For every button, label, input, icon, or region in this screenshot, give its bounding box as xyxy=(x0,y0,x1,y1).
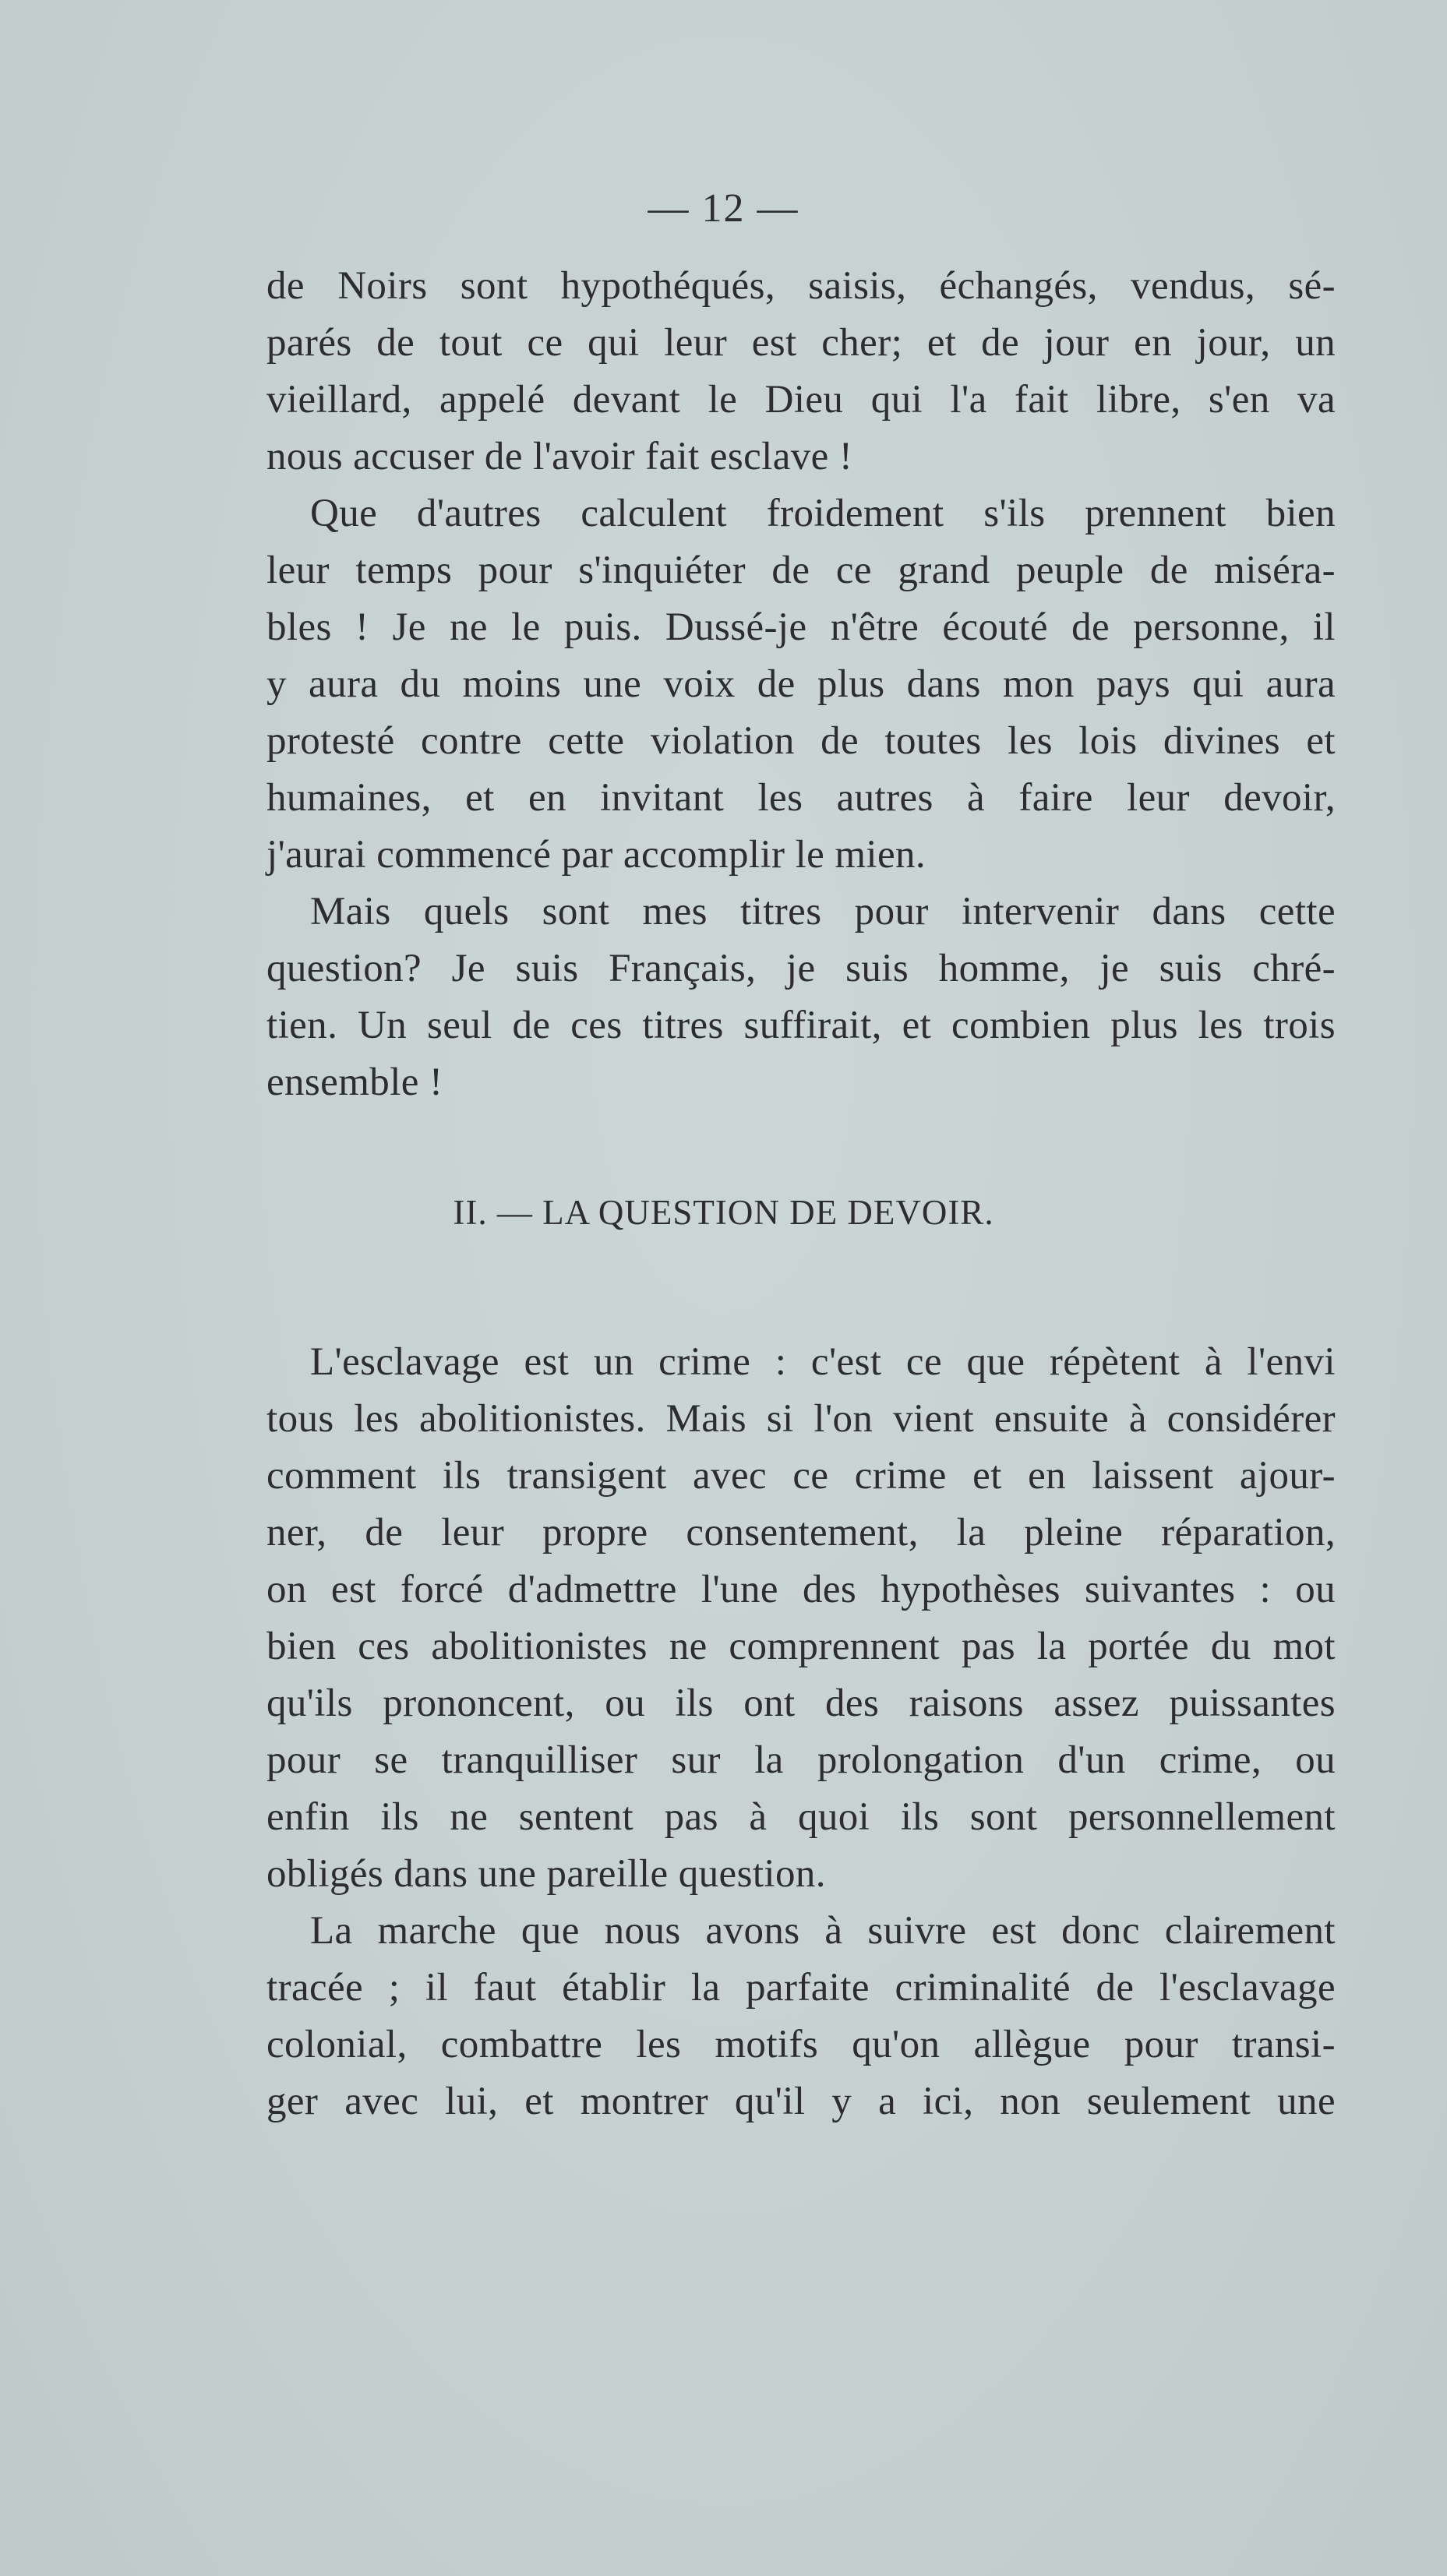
text-line: tracée ; il faut établir la parfaite criminalité de l'esclavage xyxy=(266,1966,1336,2010)
paragraph xyxy=(266,1334,1336,1903)
text-line: nous accuser de l'avoir fait esclave ! xyxy=(266,435,853,478)
text-block-bottom xyxy=(266,1334,1336,2130)
text-line: on est forcé d'admettre l'une des hypothèses suivantes : ou xyxy=(266,1568,1336,1611)
paragraph xyxy=(266,258,1336,485)
text-line: qu'ils prononcent, ou ils ont des raisons assez puissantes xyxy=(266,1681,1336,1725)
text-line: enfin ils ne sentent pas à quoi ils sont personnellement xyxy=(266,1795,1336,1839)
text-line: de Noirs sont hypothéqués, saisis, échangés, vendus, sé- xyxy=(266,264,1336,308)
text-line: humaines, et en invitant les autres à faire leur devoir, xyxy=(266,776,1336,820)
text-line: Mais quels sont mes titres pour intervenir dans cette xyxy=(310,890,1336,933)
text-line: bien ces abolitionistes ne comprennent pas la portée du mot xyxy=(266,1625,1336,1668)
paragraph xyxy=(266,1903,1336,2130)
text-line: L'esclavage est un crime : c'est ce que répètent à l'envi xyxy=(310,1340,1336,1384)
text-line: bles ! Je ne le puis. Dussé-je n'être écouté de personne, il xyxy=(266,605,1336,649)
text-line: obligés dans une pareille question. xyxy=(266,1852,826,1896)
text-line: tien. Un seul de ces titres suffirait, et combien plus les trois xyxy=(266,1004,1336,1047)
text-line: question? Je suis Français, je suis homme, je suis chré- xyxy=(266,947,1336,990)
text-line: parés de tout ce qui leur est cher; et de jour en jour, un xyxy=(266,321,1336,365)
text-line: ner, de leur propre consentement, la pleine réparation, xyxy=(266,1511,1336,1554)
text-line: La marche que nous avons à suivre est donc clairement xyxy=(310,1909,1336,1953)
paragraph xyxy=(266,884,1336,1111)
text-line: colonial, combattre les motifs qu'on allègue pour transi- xyxy=(266,2023,1336,2066)
text-line: tous les abolitionistes. Mais si l'on vient ensuite à considérer xyxy=(266,1397,1336,1441)
text-line: leur temps pour s'inquiéter de ce grand peuple de miséra- xyxy=(266,549,1336,592)
text-line: ger avec lui, et montrer qu'il y a ici, non seulement une xyxy=(266,2080,1336,2123)
text-line: y aura du moins une voix de plus dans mon pays qui aura xyxy=(266,662,1336,706)
text-line: vieillard, appelé devant le Dieu qui l'a fait libre, s'en va xyxy=(266,378,1336,422)
paragraph xyxy=(266,485,1336,884)
text-line: comment ils transigent avec ce crime et en laissent ajour- xyxy=(266,1454,1336,1498)
text-line: protesté contre cette violation de toutes les lois divines et xyxy=(266,719,1336,763)
text-line: j'aurai commencé par accomplir le mien. xyxy=(266,833,926,877)
page-number: — 12 — xyxy=(648,186,799,231)
text-line: pour se tranquilliser sur la prolongation d'un crime, ou xyxy=(266,1738,1336,1782)
text-line: ensemble ! xyxy=(266,1060,443,1104)
text-block-top xyxy=(266,258,1336,1111)
section-heading: II. — LA QUESTION DE DEVOIR. xyxy=(453,1193,994,1232)
text-line: Que d'autres calculent froidement s'ils prennent bien xyxy=(310,492,1336,535)
